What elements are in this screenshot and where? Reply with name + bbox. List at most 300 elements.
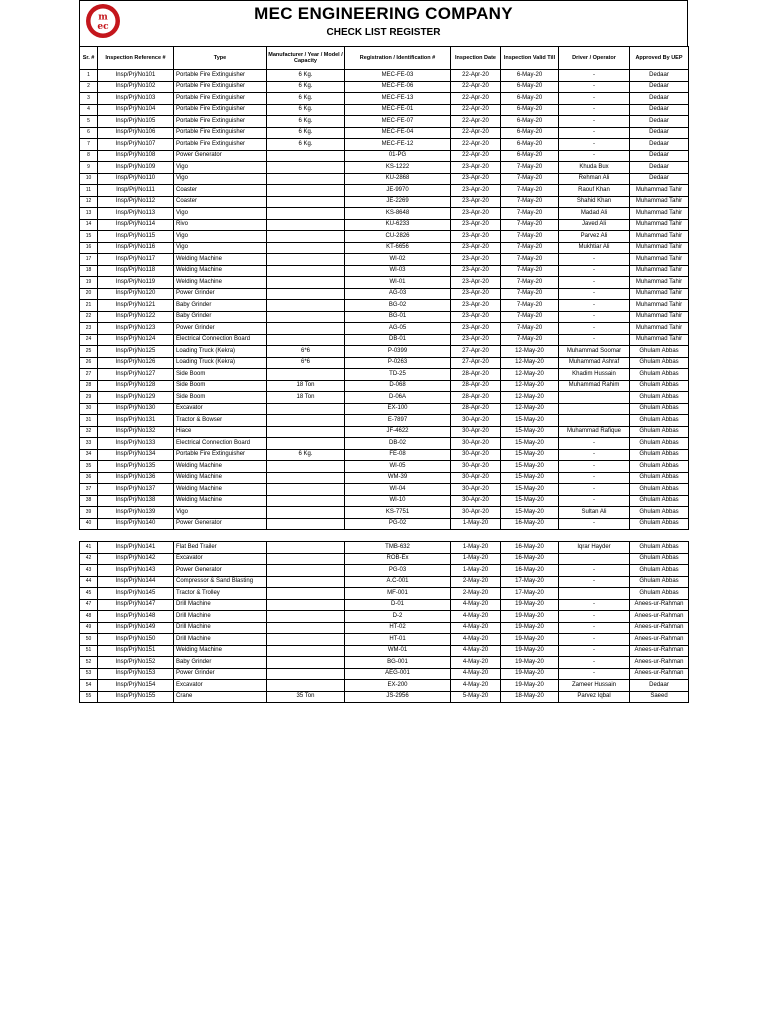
- cell-reg: D-2: [345, 611, 451, 623]
- cell-approved: Ghulam Abbas: [630, 369, 689, 381]
- cell-date: 23-Apr-20: [451, 162, 501, 174]
- cell-approved: Muhammad Tahir: [630, 219, 689, 231]
- cell-valid: 16-May-20: [501, 553, 559, 565]
- cell-type: Portable Fire Extinguisher: [174, 449, 267, 461]
- cell-ref: Insp/Prj/No143: [98, 565, 174, 577]
- svg-text:m: m: [98, 12, 108, 23]
- cell-type: Vigo: [174, 208, 267, 220]
- cell-type: Compressor & Sand Blasting: [174, 576, 267, 588]
- cell-mfr: [267, 622, 345, 634]
- col-type-header: Type: [174, 47, 267, 70]
- cell-valid: 7-May-20: [501, 173, 559, 185]
- cell-type: Power Generator: [174, 565, 267, 577]
- cell-valid: 7-May-20: [501, 277, 559, 289]
- cell-valid: 19-May-20: [501, 645, 559, 657]
- cell-valid: 6-May-20: [501, 127, 559, 139]
- cell-sr: 3: [80, 93, 98, 105]
- cell-valid: 7-May-20: [501, 265, 559, 277]
- cell-sr: 21: [80, 300, 98, 312]
- cell-approved: Ghulam Abbas: [630, 415, 689, 427]
- cell-valid: 15-May-20: [501, 438, 559, 450]
- cell-valid: 15-May-20: [501, 415, 559, 427]
- cell-valid: 7-May-20: [501, 323, 559, 335]
- cell-driver: [559, 403, 630, 415]
- cell-date: 27-Apr-20: [451, 357, 501, 369]
- cell-approved: Ghulam Abbas: [630, 403, 689, 415]
- cell-ref: Insp/Prj/No149: [98, 622, 174, 634]
- table-row: [80, 288, 689, 300]
- cell-reg: KS-8648: [345, 208, 451, 220]
- cell-type: Baby Grinder: [174, 657, 267, 669]
- cell-approved: Anees-ur-Rahman: [630, 611, 689, 623]
- cell-ref: Insp/Prj/No119: [98, 277, 174, 289]
- cell-date: 23-Apr-20: [451, 265, 501, 277]
- cell-date: 23-Apr-20: [451, 219, 501, 231]
- cell-date: 1-May-20: [451, 542, 501, 554]
- cell-approved: Muhammad Tahir: [630, 323, 689, 335]
- cell-date: 28-Apr-20: [451, 380, 501, 392]
- table-row: [80, 461, 689, 473]
- table-row: [80, 634, 689, 646]
- cell-type: Welding Machine: [174, 472, 267, 484]
- cell-sr: 19: [80, 277, 98, 289]
- cell-date: 22-Apr-20: [451, 127, 501, 139]
- cell-mfr: [267, 334, 345, 346]
- table-row: [80, 380, 689, 392]
- cell-type: Welding Machine: [174, 265, 267, 277]
- cell-reg: 01-PG: [345, 150, 451, 162]
- cell-mfr: 6 Kg.: [267, 449, 345, 461]
- cell-sr: 12: [80, 196, 98, 208]
- register-table-part-2: [79, 541, 689, 703]
- cell-approved: Muhammad Tahir: [630, 254, 689, 266]
- cell-sr: 45: [80, 588, 98, 600]
- cell-type: Portable Fire Extinguisher: [174, 93, 267, 105]
- cell-mfr: [267, 323, 345, 335]
- table-row: [80, 369, 689, 381]
- cell-type: Flat Bed Trailer: [174, 542, 267, 554]
- table-row: [80, 599, 689, 611]
- cell-sr: 15: [80, 231, 98, 243]
- cell-driver: -: [559, 634, 630, 646]
- cell-valid: 7-May-20: [501, 334, 559, 346]
- cell-ref: Insp/Prj/No140: [98, 518, 174, 530]
- cell-type: Side Boom: [174, 392, 267, 404]
- table-row: [80, 415, 689, 427]
- cell-date: 22-Apr-20: [451, 70, 501, 82]
- cell-date: 4-May-20: [451, 657, 501, 669]
- cell-approved: Dedaar: [630, 116, 689, 128]
- cell-mfr: 6 Kg.: [267, 139, 345, 151]
- cell-driver: -: [559, 288, 630, 300]
- cell-driver: -: [559, 495, 630, 507]
- cell-date: 28-Apr-20: [451, 392, 501, 404]
- cell-approved: Muhammad Tahir: [630, 196, 689, 208]
- cell-approved: Ghulam Abbas: [630, 495, 689, 507]
- cell-type: Side Boom: [174, 380, 267, 392]
- table-row: [80, 622, 689, 634]
- cell-driver: Khuda Bux: [559, 162, 630, 174]
- cell-valid: 15-May-20: [501, 507, 559, 519]
- cell-driver: Parvez Ali: [559, 231, 630, 243]
- cell-sr: 49: [80, 622, 98, 634]
- table-row: [80, 277, 689, 289]
- cell-valid: 16-May-20: [501, 518, 559, 530]
- cell-type: Power Generator: [174, 518, 267, 530]
- cell-ref: Insp/Prj/No152: [98, 657, 174, 669]
- cell-mfr: [267, 277, 345, 289]
- cell-sr: 7: [80, 139, 98, 151]
- cell-sr: 48: [80, 611, 98, 623]
- cell-type: Portable Fire Extinguisher: [174, 104, 267, 116]
- cell-ref: Insp/Prj/No101: [98, 70, 174, 82]
- table-row: [80, 323, 689, 335]
- cell-ref: Insp/Prj/No139: [98, 507, 174, 519]
- cell-approved: Ghulam Abbas: [630, 484, 689, 496]
- cell-driver: [559, 553, 630, 565]
- cell-mfr: [267, 369, 345, 381]
- cell-valid: 15-May-20: [501, 495, 559, 507]
- cell-reg: MEC-FE-06: [345, 81, 451, 93]
- cell-ref: Insp/Prj/No122: [98, 311, 174, 323]
- table-row: [80, 346, 689, 358]
- cell-ref: Insp/Prj/No148: [98, 611, 174, 623]
- cell-type: Portable Fire Extinguisher: [174, 139, 267, 151]
- cell-valid: 6-May-20: [501, 139, 559, 151]
- cell-mfr: [267, 588, 345, 600]
- cell-ref: Insp/Prj/No116: [98, 242, 174, 254]
- cell-type: Welding Machine: [174, 645, 267, 657]
- cell-approved: Anees-ur-Rahman: [630, 622, 689, 634]
- table-row: [80, 104, 689, 116]
- table-row: [80, 507, 689, 519]
- table-row: [80, 542, 689, 554]
- cell-mfr: [267, 518, 345, 530]
- cell-mfr: 6*6: [267, 357, 345, 369]
- cell-sr: 37: [80, 484, 98, 496]
- table-row: [80, 127, 689, 139]
- cell-valid: 15-May-20: [501, 461, 559, 473]
- cell-approved: Muhammad Tahir: [630, 231, 689, 243]
- cell-reg: WM-39: [345, 472, 451, 484]
- cell-approved: Muhammad Tahir: [630, 265, 689, 277]
- cell-driver: Parvez Iqbal: [559, 691, 630, 703]
- cell-driver: -: [559, 265, 630, 277]
- table-row: [80, 242, 689, 254]
- cell-reg: BG-001: [345, 657, 451, 669]
- cell-approved: Muhammad Tahir: [630, 185, 689, 197]
- cell-reg: D-068: [345, 380, 451, 392]
- cell-reg: TMB-632: [345, 542, 451, 554]
- cell-driver: -: [559, 518, 630, 530]
- cell-valid: 12-May-20: [501, 380, 559, 392]
- cell-ref: Insp/Prj/No117: [98, 254, 174, 266]
- cell-sr: 51: [80, 645, 98, 657]
- cell-sr: 29: [80, 392, 98, 404]
- cell-valid: 12-May-20: [501, 357, 559, 369]
- cell-date: 23-Apr-20: [451, 231, 501, 243]
- cell-type: Tractor & Bowser: [174, 415, 267, 427]
- cell-sr: 55: [80, 691, 98, 703]
- cell-reg: MEC-FE-03: [345, 70, 451, 82]
- cell-reg: WI-05: [345, 461, 451, 473]
- cell-driver: Muhammad Rafique: [559, 426, 630, 438]
- cell-date: 28-Apr-20: [451, 403, 501, 415]
- cell-approved: Anees-ur-Rahman: [630, 634, 689, 646]
- cell-driver: -: [559, 300, 630, 312]
- cell-driver: -: [559, 576, 630, 588]
- cell-reg: JE-2269: [345, 196, 451, 208]
- table-row: [80, 691, 689, 703]
- cell-approved: Dedaar: [630, 81, 689, 93]
- cell-sr: 54: [80, 680, 98, 692]
- register-title: CHECK LIST REGISTER: [326, 27, 441, 38]
- cell-mfr: 6 Kg.: [267, 127, 345, 139]
- cell-valid: 7-May-20: [501, 208, 559, 220]
- cell-reg: WM-01: [345, 645, 451, 657]
- cell-type: Excavator: [174, 403, 267, 415]
- cell-date: 2-May-20: [451, 588, 501, 600]
- cell-type: Tractor & Trolley: [174, 588, 267, 600]
- cell-reg: ROB-Ex: [345, 553, 451, 565]
- cell-valid: 6-May-20: [501, 104, 559, 116]
- cell-approved: Ghulam Abbas: [630, 461, 689, 473]
- cell-valid: 12-May-20: [501, 403, 559, 415]
- cell-ref: Insp/Prj/No154: [98, 680, 174, 692]
- cell-type: Welding Machine: [174, 461, 267, 473]
- cell-approved: Ghulam Abbas: [630, 449, 689, 461]
- cell-mfr: [267, 461, 345, 473]
- cell-driver: -: [559, 104, 630, 116]
- table-row: [80, 81, 689, 93]
- cell-ref: Insp/Prj/No141: [98, 542, 174, 554]
- cell-approved: Saeed: [630, 691, 689, 703]
- col-reg-header: Registration / Identification #: [345, 47, 451, 70]
- cell-mfr: 6 Kg.: [267, 93, 345, 105]
- table-row: [80, 116, 689, 128]
- cell-date: 30-Apr-20: [451, 415, 501, 427]
- cell-date: 23-Apr-20: [451, 254, 501, 266]
- cell-valid: 6-May-20: [501, 116, 559, 128]
- col-mfr-header: Manufacturer / Year / Model / Capacity: [267, 47, 345, 70]
- cell-ref: Insp/Prj/No114: [98, 219, 174, 231]
- cell-reg: MEC-FE-12: [345, 139, 451, 151]
- cell-ref: Insp/Prj/No129: [98, 392, 174, 404]
- cell-type: Portable Fire Extinguisher: [174, 127, 267, 139]
- cell-type: Coaster: [174, 196, 267, 208]
- cell-sr: 30: [80, 403, 98, 415]
- cell-approved: Anees-ur-Rahman: [630, 657, 689, 669]
- cell-date: 30-Apr-20: [451, 449, 501, 461]
- cell-driver: Shahid Khan: [559, 196, 630, 208]
- cell-approved: Dedaar: [630, 104, 689, 116]
- cell-approved: Ghulam Abbas: [630, 392, 689, 404]
- table-row: [80, 185, 689, 197]
- cell-sr: 52: [80, 657, 98, 669]
- cell-reg: D-01: [345, 599, 451, 611]
- cell-driver: -: [559, 599, 630, 611]
- cell-sr: 16: [80, 242, 98, 254]
- cell-type: Power Generator: [174, 150, 267, 162]
- cell-approved: Muhammad Tahir: [630, 311, 689, 323]
- cell-ref: Insp/Prj/No118: [98, 265, 174, 277]
- cell-date: 4-May-20: [451, 622, 501, 634]
- cell-date: 23-Apr-20: [451, 185, 501, 197]
- table-row: [80, 518, 689, 530]
- cell-sr: 43: [80, 565, 98, 577]
- cell-date: 23-Apr-20: [451, 277, 501, 289]
- cell-driver: Raouf Khan: [559, 185, 630, 197]
- cell-mfr: [267, 426, 345, 438]
- cell-mfr: [267, 300, 345, 312]
- cell-sr: 31: [80, 415, 98, 427]
- cell-driver: -: [559, 277, 630, 289]
- table-row: [80, 645, 689, 657]
- cell-mfr: [267, 219, 345, 231]
- cell-sr: 8: [80, 150, 98, 162]
- cell-ref: Insp/Prj/No150: [98, 634, 174, 646]
- table-row: [80, 611, 689, 623]
- cell-driver: Khadim Hussain: [559, 369, 630, 381]
- cell-type: Welding Machine: [174, 495, 267, 507]
- cell-date: 22-Apr-20: [451, 81, 501, 93]
- cell-valid: 16-May-20: [501, 542, 559, 554]
- cell-type: Loading Truck (Kekra): [174, 346, 267, 358]
- cell-mfr: [267, 680, 345, 692]
- cell-valid: 7-May-20: [501, 300, 559, 312]
- cell-date: 4-May-20: [451, 611, 501, 623]
- cell-driver: Muhammad Ashraf: [559, 357, 630, 369]
- cell-reg: KS-7751: [345, 507, 451, 519]
- cell-reg: AG-05: [345, 323, 451, 335]
- cell-type: Drill Machine: [174, 599, 267, 611]
- cell-date: 23-Apr-20: [451, 242, 501, 254]
- cell-mfr: [267, 162, 345, 174]
- table-row: [80, 93, 689, 105]
- cell-ref: Insp/Prj/No111: [98, 185, 174, 197]
- cell-sr: 53: [80, 668, 98, 680]
- cell-ref: Insp/Prj/No136: [98, 472, 174, 484]
- cell-reg: WI-04: [345, 484, 451, 496]
- cell-sr: 38: [80, 495, 98, 507]
- cell-ref: Insp/Prj/No134: [98, 449, 174, 461]
- cell-mfr: 18 Ton: [267, 392, 345, 404]
- cell-sr: 5: [80, 116, 98, 128]
- cell-ref: Insp/Prj/No110: [98, 173, 174, 185]
- cell-mfr: [267, 254, 345, 266]
- cell-sr: 32: [80, 426, 98, 438]
- table-row: [80, 300, 689, 312]
- cell-reg: JE-9970: [345, 185, 451, 197]
- cell-mfr: [267, 484, 345, 496]
- cell-reg: D-06A: [345, 392, 451, 404]
- cell-reg: BG-01: [345, 311, 451, 323]
- table-row: [80, 449, 689, 461]
- cell-approved: Muhammad Tahir: [630, 242, 689, 254]
- cell-sr: 27: [80, 369, 98, 381]
- cell-approved: Ghulam Abbas: [630, 507, 689, 519]
- cell-type: Drill Machine: [174, 634, 267, 646]
- cell-mfr: [267, 438, 345, 450]
- cell-date: 4-May-20: [451, 634, 501, 646]
- cell-approved: Dedaar: [630, 93, 689, 105]
- cell-sr: 6: [80, 127, 98, 139]
- cell-date: 23-Apr-20: [451, 334, 501, 346]
- cell-driver: -: [559, 565, 630, 577]
- cell-type: Portable Fire Extinguisher: [174, 70, 267, 82]
- cell-mfr: [267, 668, 345, 680]
- cell-date: 2-May-20: [451, 576, 501, 588]
- cell-type: Rivo: [174, 219, 267, 231]
- cell-date: 23-Apr-20: [451, 323, 501, 335]
- cell-driver: [559, 392, 630, 404]
- cell-driver: -: [559, 622, 630, 634]
- cell-approved: Ghulam Abbas: [630, 357, 689, 369]
- cell-ref: Insp/Prj/No153: [98, 668, 174, 680]
- cell-approved: Ghulam Abbas: [630, 542, 689, 554]
- cell-sr: 1: [80, 70, 98, 82]
- cell-reg: WI-01: [345, 277, 451, 289]
- cell-sr: 20: [80, 288, 98, 300]
- cell-sr: 17: [80, 254, 98, 266]
- cell-date: 4-May-20: [451, 680, 501, 692]
- cell-ref: Insp/Prj/No127: [98, 369, 174, 381]
- table-row: [80, 680, 689, 692]
- cell-valid: 12-May-20: [501, 346, 559, 358]
- cell-driver: -: [559, 611, 630, 623]
- cell-driver: -: [559, 311, 630, 323]
- cell-date: 23-Apr-20: [451, 208, 501, 220]
- cell-reg: MF-001: [345, 588, 451, 600]
- cell-valid: 19-May-20: [501, 657, 559, 669]
- cell-reg: MEC-FE-13: [345, 93, 451, 105]
- cell-valid: 6-May-20: [501, 70, 559, 82]
- cell-reg: P-0263: [345, 357, 451, 369]
- cell-type: Vigo: [174, 231, 267, 243]
- cell-reg: DB-01: [345, 334, 451, 346]
- cell-reg: JS-2956: [345, 691, 451, 703]
- cell-reg: HT-02: [345, 622, 451, 634]
- table-row: [80, 150, 689, 162]
- cell-reg: EX-200: [345, 680, 451, 692]
- cell-ref: Insp/Prj/No126: [98, 357, 174, 369]
- col-valid-header: Inspection Valid Till: [501, 47, 559, 70]
- cell-reg: MEC-FE-01: [345, 104, 451, 116]
- cell-type: Side Boom: [174, 369, 267, 381]
- table-row: [80, 311, 689, 323]
- cell-ref: Insp/Prj/No115: [98, 231, 174, 243]
- cell-type: Hiace: [174, 426, 267, 438]
- cell-approved: Anees-ur-Rahman: [630, 668, 689, 680]
- cell-mfr: [267, 185, 345, 197]
- cell-valid: 6-May-20: [501, 150, 559, 162]
- cell-date: 27-Apr-20: [451, 346, 501, 358]
- cell-approved: Ghulam Abbas: [630, 346, 689, 358]
- cell-reg: A.C-001: [345, 576, 451, 588]
- cell-mfr: [267, 495, 345, 507]
- cell-driver: Muhammad Rahim: [559, 380, 630, 392]
- cell-approved: Dedaar: [630, 150, 689, 162]
- cell-approved: Ghulam Abbas: [630, 565, 689, 577]
- cell-approved: Ghulam Abbas: [630, 553, 689, 565]
- cell-valid: 7-May-20: [501, 219, 559, 231]
- cell-sr: 35: [80, 461, 98, 473]
- register-body-part-2: [80, 542, 689, 703]
- cell-sr: 40: [80, 518, 98, 530]
- cell-mfr: 6 Kg.: [267, 104, 345, 116]
- cell-reg: FE-08: [345, 449, 451, 461]
- cell-valid: 15-May-20: [501, 472, 559, 484]
